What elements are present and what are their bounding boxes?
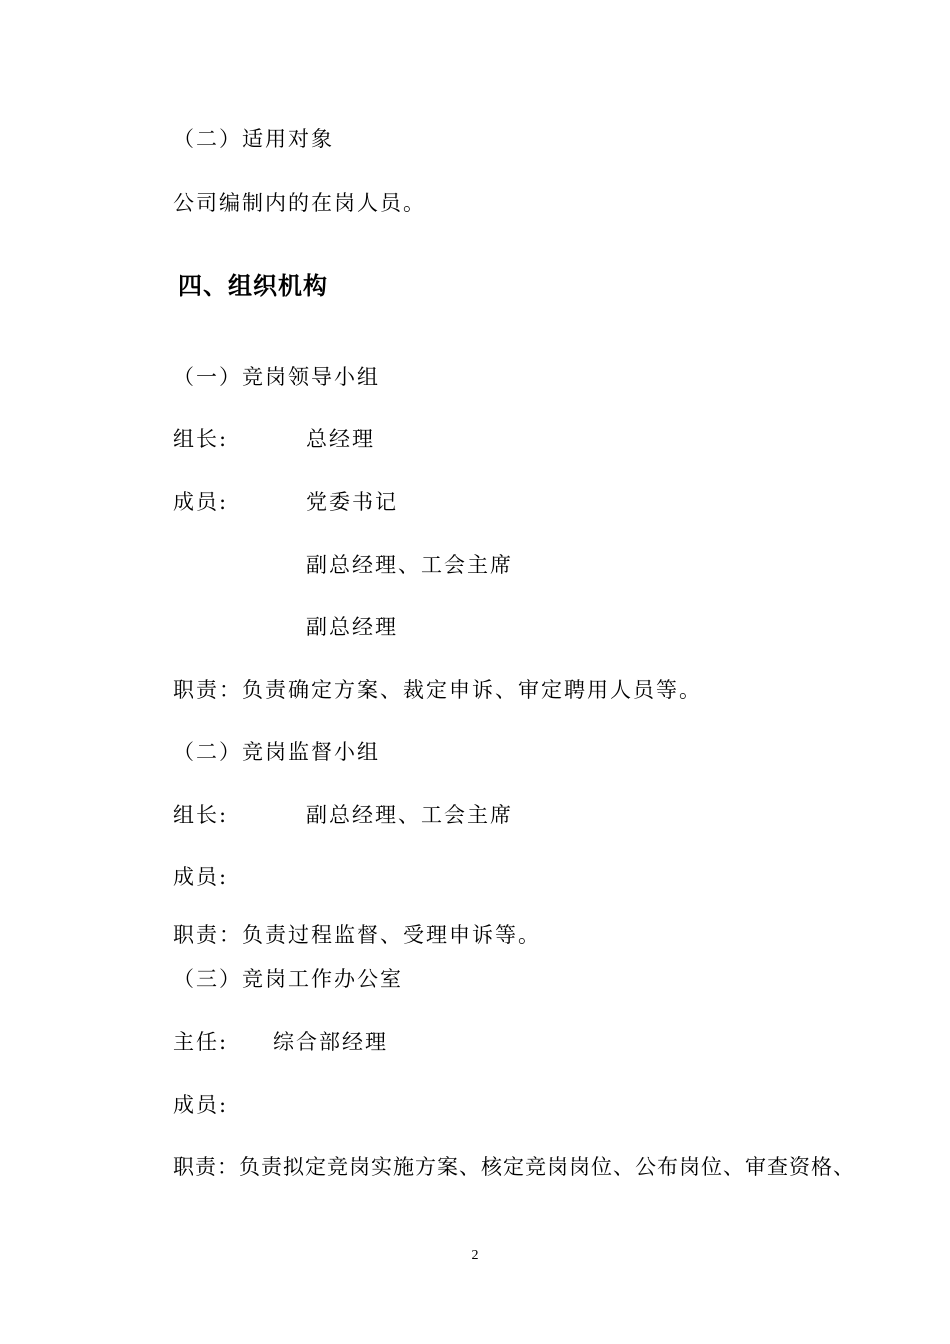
office-director-value: 综合部经理	[273, 1030, 388, 1054]
office-group-heading: （三）竞岗工作办公室	[173, 967, 403, 991]
supervision-leader-value: 副总经理、工会主席	[306, 803, 513, 827]
leadership-leader-label: 组长:	[173, 427, 229, 451]
leadership-leader-value: 总经理	[306, 427, 375, 451]
leadership-member-3: 副总经理	[306, 615, 398, 639]
leadership-member-2: 副总经理、工会主席	[306, 553, 513, 577]
supervision-members-label: 成员:	[173, 865, 229, 889]
supervision-leader-label: 组长:	[173, 803, 229, 827]
leadership-member-1: 党委书记	[306, 490, 398, 514]
office-duty: 职责：负责拟定竞岗实施方案、核定竞岗岗位、公布岗位、审查资格、	[173, 1155, 855, 1179]
leadership-duty: 职责：负责确定方案、裁定申诉、审定聘用人员等。	[173, 678, 702, 702]
applicable-objects-text: 公司编制内的在岗人员。	[173, 191, 426, 215]
page-number: 2	[471, 1248, 479, 1263]
supervision-duty: 职责：负责过程监督、受理申诉等。	[173, 923, 541, 947]
section-heading-organization: 四、组织机构	[178, 272, 328, 300]
leadership-members-label: 成员:	[173, 490, 229, 514]
office-members-label: 成员:	[173, 1093, 229, 1117]
supervision-group-heading: （二）竞岗监督小组	[173, 740, 380, 764]
office-director-label: 主任:	[173, 1030, 229, 1054]
leadership-group-heading: （一）竞岗领导小组	[173, 365, 380, 389]
applicable-objects-heading: （二）适用对象	[173, 127, 334, 151]
